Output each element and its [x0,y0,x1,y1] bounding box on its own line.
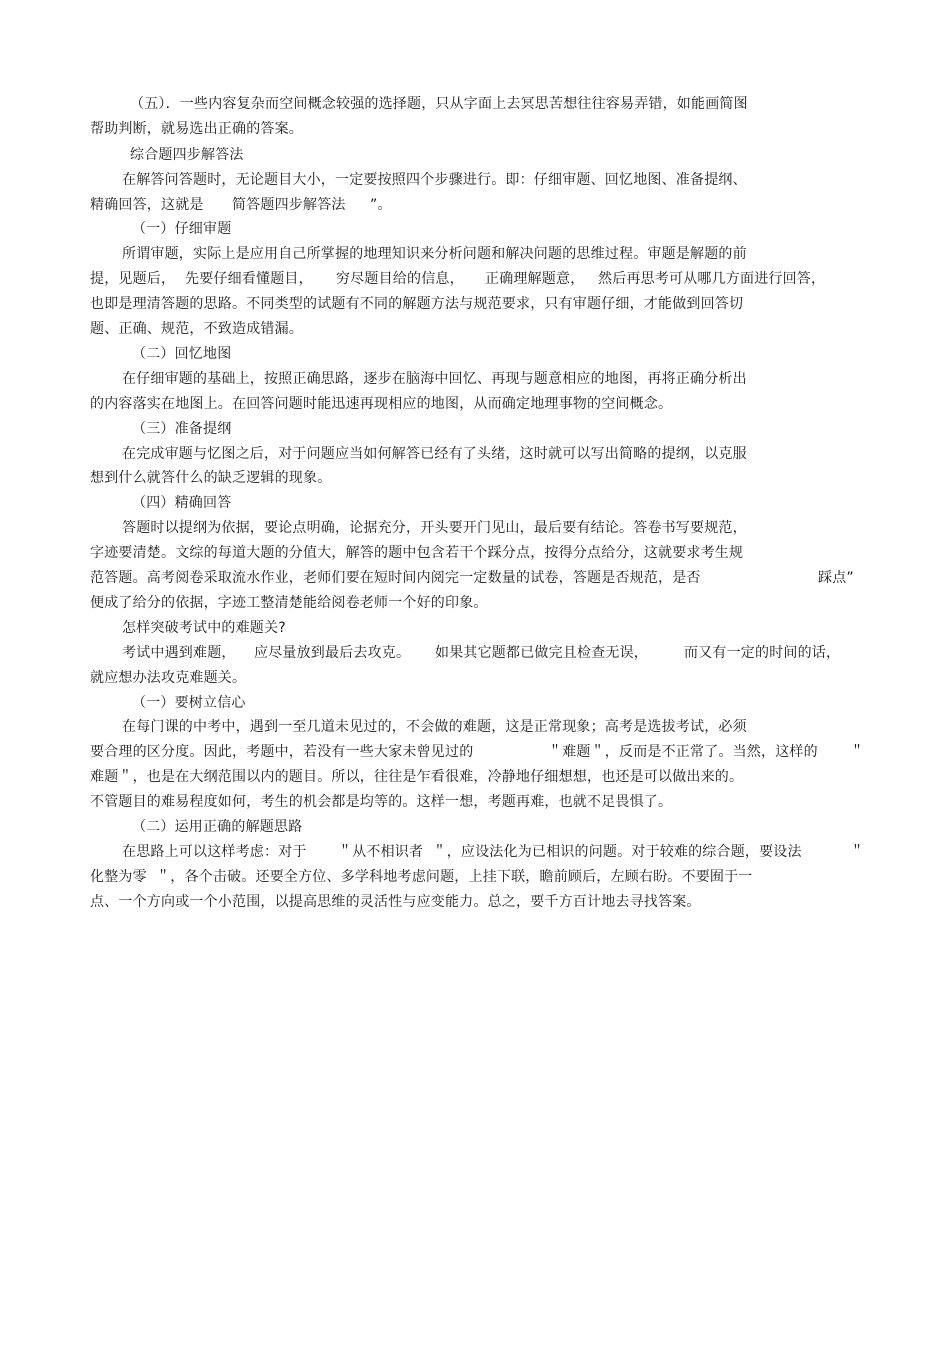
text-line: 先要仔细看懂题目， [185,271,313,287]
text-line: 如果其它题都已做完且检查无误， [435,645,648,661]
text-line: （五）．一些内容复杂而空间概念较强的选择题，只从字面上去冥思苦想往往容易弄错，如能画简图 [130,96,748,112]
text-line: 便成了给分的依据，字迹工整清楚能给阅卷老师一个好的印象。 [90,595,488,611]
subsection-heading: （四）精确回答 [132,495,232,511]
subsection-heading: （一）仔细审题 [132,221,232,237]
text-line: 在仔细审题的基础上，按照正确思路，逐步在脑海中回忆、再现与题意相应的地图，再将正确分析出 [122,371,747,387]
text-line: ＂难题＂，反而是不正常了。当然，这样的 [548,744,818,760]
section-heading: 综合题四步解答法 [130,147,244,163]
text-line: 要合理的区分度。因此，考题中，若没有一些大家未曾见过的 [90,744,474,760]
text-line: 穷尽题目给的信息， [336,271,464,287]
text-line: 字迹要清楚。文综的每道大题的分值大，解答的题中包含若干个踩分点，按得分点给分，这就要求考生规 [90,545,744,561]
subsection-heading: （三）准备提纲 [132,421,232,437]
text-line: 帮助判断，就易选出正确的答案。 [90,121,303,137]
text-line: 范答题。高考阅卷采取流水作业，老师们要在短时间内阅完一定数量的试卷，答题是否规范，是否 [90,570,701,586]
text-line: ＂ [850,744,865,760]
text-line: 踩点” [818,570,854,586]
text-line: 精确回答，这就是 [90,197,204,213]
text-line: ”。 [370,197,392,213]
text-line: 而又有一定的时间的话， [684,645,841,661]
text-line: 考试中遇到难题， [122,645,236,661]
text-line: ＂ [850,844,865,860]
text-line: 题、正确、规范，不致造成错漏。 [90,321,303,337]
text-line: 就应想办法攻克难题关。 [90,670,247,686]
text-line: 答题时以提纲为依据，要论点明确，论据充分，开头要开门见山，最后要有结论。答卷书写要规范， [122,520,747,536]
text-line: 在解答问答题时，无论题目大小，一定要按照四个步骤进行。即：仔细审题、回忆地图、准备提纲、 [122,172,747,188]
text-line: 在完成审题与忆图之后，对于问题应当如何解答已经有了头绪，这时就可以写出简略的提纲，以克服 [122,446,747,462]
text-line: 应尽量放到最后去攻克。 [254,645,411,661]
subsection-heading: （二）运用正确的解题思路 [132,819,303,835]
subsection-heading: （一）要树立信心 [132,695,246,711]
subsection-heading: （二）回忆地图 [132,346,232,362]
section-heading: 怎样突破考试中的难题关? [122,620,286,636]
text-line: 所谓审题，实际上是应用自己所掌握的地理知识来分析问题和解决问题的思维过程。审题是解题的前 [122,246,747,262]
text-line: 想到什么就答什么的缺乏逻辑的现象。 [90,470,332,486]
text-line: 的内容落实在地图上。在回答问题时能迅速再现相应的地图，从而确定地理事物的空间概念。 [90,396,673,412]
text-line: 难题＂，也是在大纲范围以内的题目。所以，往往是乍看很难，冷静地仔细想想，也还是可以做出来的。 [90,769,744,785]
text-line: 在思路上可以这样考虑：对于 [122,844,307,860]
text-line: ＂从不相识者 ＂，应设法化为已相识的问题。对于较难的综合题，要设法 [338,844,802,860]
text-line: 化整为零 ＂，各个击破。还要全方位、多学科地考虑问题，上挂下联，瞻前顾后，左顾右盼。不要囿于一 [90,869,753,885]
text-line: 不管题目的难易程度如何，考生的机会都是均等的。这样一想，考题再难，也就不足畏惧了。 [90,794,673,810]
text-line: 简答题四步解答法 [232,197,346,213]
text-line: 正确理解题意， [485,271,585,287]
text-line: 提，见题后， [90,271,176,287]
text-line: 然后再思考可从哪几方面进行回答， [598,271,826,287]
text-line: 也即是理清答题的思路。不同类型的试题有不同的解题方法与规范要求，只有审题仔细，才能做到回答切 [90,296,744,312]
text-line: 在每门课的中考中，遇到一至几道未见过的，不会做的难题，这是正常现象；高考是选拔考试，必须 [122,719,747,735]
text-line: 点、一个方向或一个小范围，以提高思维的灵活性与应变能力。总之，要千方百计地去寻找答案。 [90,894,701,910]
